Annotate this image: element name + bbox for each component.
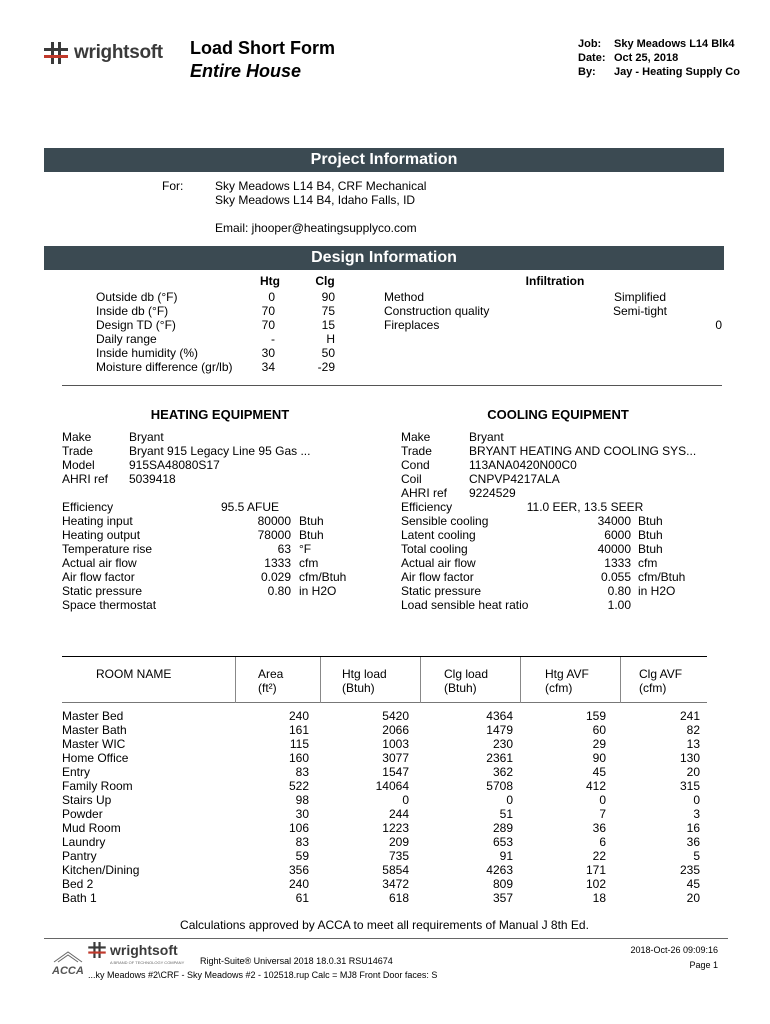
table-cell: 244 [388, 807, 409, 821]
heating-perf-value: 0.029 [260, 570, 291, 584]
column-header-unit: (cfm) [545, 681, 573, 695]
table-cell: 809 [492, 877, 513, 891]
design-row-htg: 0 [268, 290, 275, 304]
cooling-perf-label: Sensible cooling [401, 514, 489, 528]
table-cell: 82 [686, 723, 700, 737]
cooling-perf-value: 0.80 [607, 584, 631, 598]
table-cell: 1479 [486, 723, 513, 737]
heating-info-label: Trade [62, 444, 93, 458]
table-cell: 4263 [486, 863, 513, 877]
infiltration-header: Infiltration [525, 274, 585, 288]
heating-info-label: AHRI ref [62, 472, 109, 486]
table-cell: 159 [585, 709, 606, 723]
table-cell: 30 [295, 807, 309, 821]
table-cell: 14064 [375, 779, 409, 793]
cooling-equipment-title: COOLING EQUIPMENT [487, 407, 629, 422]
room-name-cell: Stairs Up [62, 793, 112, 807]
table-cell: 22 [592, 849, 606, 863]
table-cell: 61 [295, 891, 309, 905]
table-cell: 735 [388, 849, 409, 863]
design-row-label: Outside db (°F) [96, 290, 178, 304]
heating-perf-unit: °F [299, 542, 312, 556]
heating-perf-value: 95.5 AFUE [220, 500, 280, 514]
column-divider [620, 657, 621, 703]
file-path: ...ky Meadows #2\CRF - Sky Meadows #2 - 102518.rup Calc = MJ8 Front Door faces: S [88, 970, 438, 980]
infiltration-value: Simplified [613, 290, 667, 304]
design-row-htg: 70 [261, 304, 275, 318]
column-header: Clg AVF [639, 667, 683, 681]
table-cell: 45 [686, 877, 700, 891]
room-name-cell: Laundry [62, 835, 106, 849]
footer-wrightsoft-logo [88, 942, 178, 958]
cooling-perf-value: 6000 [604, 528, 631, 542]
cooling-info-value: 113ANA0420N00C0 [469, 458, 577, 472]
infiltration-value: 0 [715, 318, 722, 332]
acca-note: Calculations approved by ACCA to meet all requirements of Manual J 8th Ed. [180, 918, 589, 932]
project-line-1: Sky Meadows L14 B4, CRF Mechanical [215, 179, 427, 193]
column-header: ROOM NAME [96, 667, 172, 681]
column-divider [520, 657, 521, 703]
table-cell: 16 [686, 821, 700, 835]
table-cell: 0 [402, 793, 409, 807]
table-cell: 13 [686, 737, 700, 751]
column-header: Area [258, 667, 284, 681]
table-cell: 0 [599, 793, 606, 807]
table-cell: 36 [592, 821, 606, 835]
column-divider [420, 657, 421, 703]
infiltration-value: Semi-tight [612, 304, 668, 318]
heating-perf-unit: in H2O [299, 584, 337, 598]
cooling-info-value: Bryant [469, 430, 504, 444]
table-cell: 240 [288, 709, 309, 723]
table-cell: 1223 [382, 821, 409, 835]
heating-info-label: Make [62, 430, 92, 444]
table-cell: 315 [679, 779, 700, 793]
design-row-label: Daily range [96, 332, 157, 346]
footer-brand-name: wrightsoft [110, 942, 178, 958]
design-row-htg: 70 [261, 318, 275, 332]
table-cell: 5854 [382, 863, 409, 877]
heating-perf-value: 63 [277, 542, 291, 556]
cooling-perf-value: 40000 [597, 542, 631, 556]
date-label: Date: [578, 52, 606, 64]
divider [62, 385, 722, 386]
design-row-label: Inside db (°F) [96, 304, 169, 318]
table-cell: 115 [289, 737, 309, 751]
page-subtitle: Entire House [190, 61, 302, 81]
software-version: Right-Suite® Universal 2018 18.0.31 RSU14674 [200, 956, 393, 966]
cooling-info-value: CNPVP4217ALA [469, 472, 560, 486]
room-name-cell: Entry [62, 765, 91, 779]
table-cell: 653 [492, 835, 513, 849]
cooling-info-label: AHRI ref [401, 486, 448, 500]
table-header-rule [62, 702, 707, 703]
design-row-clg: 75 [321, 304, 335, 318]
design-row-htg: 30 [261, 346, 275, 360]
job-label: Job: [578, 38, 602, 50]
table-cell: 235 [679, 863, 700, 877]
design-row-label: Moisture difference (gr/lb) [96, 360, 233, 374]
job-value: Sky Meadows L14 Blk4 [614, 38, 735, 50]
cooling-perf-label: Static pressure [401, 584, 482, 598]
table-cell: 160 [288, 751, 309, 765]
acca-logo-icon [50, 948, 90, 976]
cooling-info-label: Cond [401, 458, 430, 472]
page-number: Page 1 [689, 960, 718, 970]
table-cell: 90 [592, 751, 606, 765]
table-cell: 3472 [382, 877, 409, 891]
table-cell: 36 [686, 835, 700, 849]
table-cell: 130 [679, 751, 700, 765]
heating-perf-label: Heating input [62, 514, 133, 528]
by-label: By: [578, 66, 596, 78]
heating-perf-unit: cfm/Btuh [299, 570, 347, 584]
cooling-perf-value: 1.00 [607, 598, 631, 612]
design-row-label: Inside humidity (%) [96, 346, 199, 360]
heating-equipment-title: HEATING EQUIPMENT [150, 407, 290, 422]
table-cell: 209 [388, 835, 409, 849]
page-title: Load Short Form [190, 38, 335, 58]
cooling-perf-value: 34000 [597, 514, 631, 528]
cooling-info-label: Make [401, 430, 431, 444]
heating-info-value: Bryant [129, 430, 164, 444]
table-cell: 6 [599, 835, 606, 849]
cooling-perf-label: Efficiency [401, 500, 453, 514]
room-name-cell: Master Bed [62, 709, 124, 723]
room-name-cell: Kitchen/Dining [62, 863, 140, 877]
table-cell: 98 [295, 793, 309, 807]
column-header: Clg load [444, 667, 489, 681]
heating-perf-value: 78000 [257, 528, 291, 542]
table-cell: 45 [592, 765, 606, 779]
table-cell: 0 [506, 793, 513, 807]
cooling-perf-value: 1333 [604, 556, 631, 570]
heating-perf-label: Space thermostat [62, 598, 157, 612]
design-row-clg: -29 [317, 360, 335, 374]
infiltration-label: Construction quality [384, 304, 490, 318]
table-cell: 18 [592, 891, 606, 905]
heating-perf-label: Efficiency [62, 500, 114, 514]
table-cell: 102 [585, 877, 606, 891]
table-cell: 5 [693, 849, 700, 863]
table-cell: 3077 [382, 751, 409, 765]
room-name-cell: Bed 2 [62, 877, 94, 891]
table-cell: 20 [686, 765, 700, 779]
cooling-perf-unit: in H2O [638, 584, 676, 598]
column-divider [235, 657, 236, 703]
table-cell: 29 [592, 737, 606, 751]
cooling-perf-label: Load sensible heat ratio [401, 598, 529, 612]
wrightsoft-hash-icon [44, 42, 68, 64]
footer-hash-icon [88, 942, 106, 958]
table-top-rule [62, 656, 707, 657]
design-row-clg: 90 [321, 290, 335, 304]
cooling-perf-label: Total cooling [401, 542, 468, 556]
table-cell: 230 [492, 737, 513, 751]
by-value: Jay - Heating Supply Co [614, 66, 740, 78]
table-cell: 161 [288, 723, 309, 737]
room-name-cell: Master WIC [62, 737, 126, 751]
design-row-clg: H [326, 332, 335, 346]
column-header-unit: (Btuh) [342, 681, 375, 695]
table-cell: 2361 [486, 751, 513, 765]
design-information-band: Design Information [44, 246, 724, 270]
column-header: Htg load [342, 667, 387, 681]
table-cell: 0 [693, 793, 700, 807]
design-row-clg: 50 [321, 346, 335, 360]
acca-logo [50, 948, 90, 976]
table-cell: 362 [492, 765, 513, 779]
cooling-perf-label: Air flow factor [401, 570, 474, 584]
room-name-cell: Home Office [62, 751, 129, 765]
room-name-cell: Pantry [62, 849, 97, 863]
table-cell: 83 [295, 835, 309, 849]
table-cell: 289 [492, 821, 513, 835]
acca-logo-text: ACCA [52, 965, 84, 976]
heating-info-value: Bryant 915 Legacy Line 95 Gas ... [129, 444, 311, 458]
cooling-info-label: Coil [401, 472, 422, 486]
table-cell: 171 [585, 863, 606, 877]
footer-brand-tag: A BRAND OF TECHNOLOGY COMPANY [110, 960, 185, 965]
column-divider [320, 657, 321, 703]
design-row-clg: 15 [321, 318, 335, 332]
cooling-perf-value: 11.0 EER, 13.5 SEER [526, 500, 644, 514]
table-cell: 59 [295, 849, 309, 863]
table-cell: 356 [288, 863, 309, 877]
cooling-perf-unit: Btuh [638, 514, 663, 528]
infiltration-label: Method [384, 290, 425, 304]
print-timestamp: 2018-Oct-26 09:09:16 [630, 945, 718, 955]
table-cell: 522 [288, 779, 309, 793]
heating-perf-label: Actual air flow [62, 556, 137, 570]
table-cell: 618 [388, 891, 409, 905]
cooling-perf-unit: Btuh [638, 528, 663, 542]
cooling-perf-unit: cfm [638, 556, 658, 570]
table-cell: 357 [492, 891, 513, 905]
cooling-info-value: 9224529 [469, 486, 516, 500]
cooling-perf-value: 0.055 [600, 570, 631, 584]
room-name-cell: Powder [62, 807, 103, 821]
heating-perf-value: 80000 [257, 514, 291, 528]
table-cell: 2066 [382, 723, 409, 737]
cooling-perf-unit: Btuh [638, 542, 663, 556]
heating-perf-label: Temperature rise [62, 542, 153, 556]
column-header-unit: (ft²) [258, 681, 277, 695]
heating-info-value: 5039418 [129, 472, 176, 486]
room-name-cell: Bath 1 [62, 891, 97, 905]
heating-info-value: 915SA48080S17 [129, 458, 220, 472]
design-row-htg: - [271, 332, 275, 346]
heating-perf-value: 1333 [264, 556, 291, 570]
table-cell: 1003 [382, 737, 409, 751]
cooling-perf-label: Latent cooling [401, 528, 476, 542]
table-cell: 7 [599, 807, 606, 821]
for-label: For: [162, 179, 184, 193]
column-header-unit: (Btuh) [444, 681, 477, 695]
table-cell: 5420 [382, 709, 409, 723]
cooling-perf-unit: cfm/Btuh [638, 570, 686, 584]
table-cell: 241 [679, 709, 700, 723]
footer-rule [44, 938, 728, 939]
table-cell: 60 [592, 723, 606, 737]
cooling-perf-label: Actual air flow [401, 556, 476, 570]
infiltration-label: Fireplaces [384, 318, 440, 332]
heating-perf-unit: Btuh [299, 514, 324, 528]
cooling-info-label: Trade [401, 444, 432, 458]
heating-perf-label: Static pressure [62, 584, 143, 598]
cooling-info-value: BRYANT HEATING AND COOLING SYS... [469, 444, 697, 458]
room-name-cell: Family Room [62, 779, 133, 793]
heating-perf-label: Heating output [62, 528, 141, 542]
table-cell: 83 [295, 765, 309, 779]
room-name-cell: Master Bath [62, 723, 127, 737]
project-email: Email: jhooper@heatingsupplyco.com [215, 221, 417, 235]
column-header: Htg AVF [545, 667, 589, 681]
table-cell: 240 [288, 877, 309, 891]
table-cell: 412 [585, 779, 606, 793]
design-row-label: Design TD (°F) [96, 318, 176, 332]
table-cell: 5708 [486, 779, 513, 793]
date-value: Oct 25, 2018 [614, 52, 679, 64]
heating-perf-unit: Btuh [299, 528, 324, 542]
brand-name: wrightsoft [74, 42, 163, 63]
table-cell: 51 [499, 807, 513, 821]
column-header-unit: (cfm) [639, 681, 667, 695]
clg-header: Clg [315, 274, 335, 288]
heating-perf-label: Air flow factor [62, 570, 135, 584]
table-cell: 106 [288, 821, 309, 835]
heating-perf-unit: cfm [299, 556, 319, 570]
design-row-htg: 34 [261, 360, 275, 374]
room-name-cell: Mud Room [62, 821, 121, 835]
heating-info-label: Model [62, 458, 95, 472]
table-cell: 4364 [486, 709, 513, 723]
wrightsoft-logo [44, 42, 163, 64]
table-cell: 3 [693, 807, 700, 821]
project-information-band: Project Information [44, 148, 724, 172]
project-line-2: Sky Meadows L14 B4, Idaho Falls, ID [215, 193, 416, 207]
table-cell: 91 [499, 849, 513, 863]
heating-perf-value: 0.80 [267, 584, 291, 598]
table-cell: 1547 [382, 765, 409, 779]
htg-header: Htg [260, 274, 280, 288]
table-cell: 20 [686, 891, 700, 905]
